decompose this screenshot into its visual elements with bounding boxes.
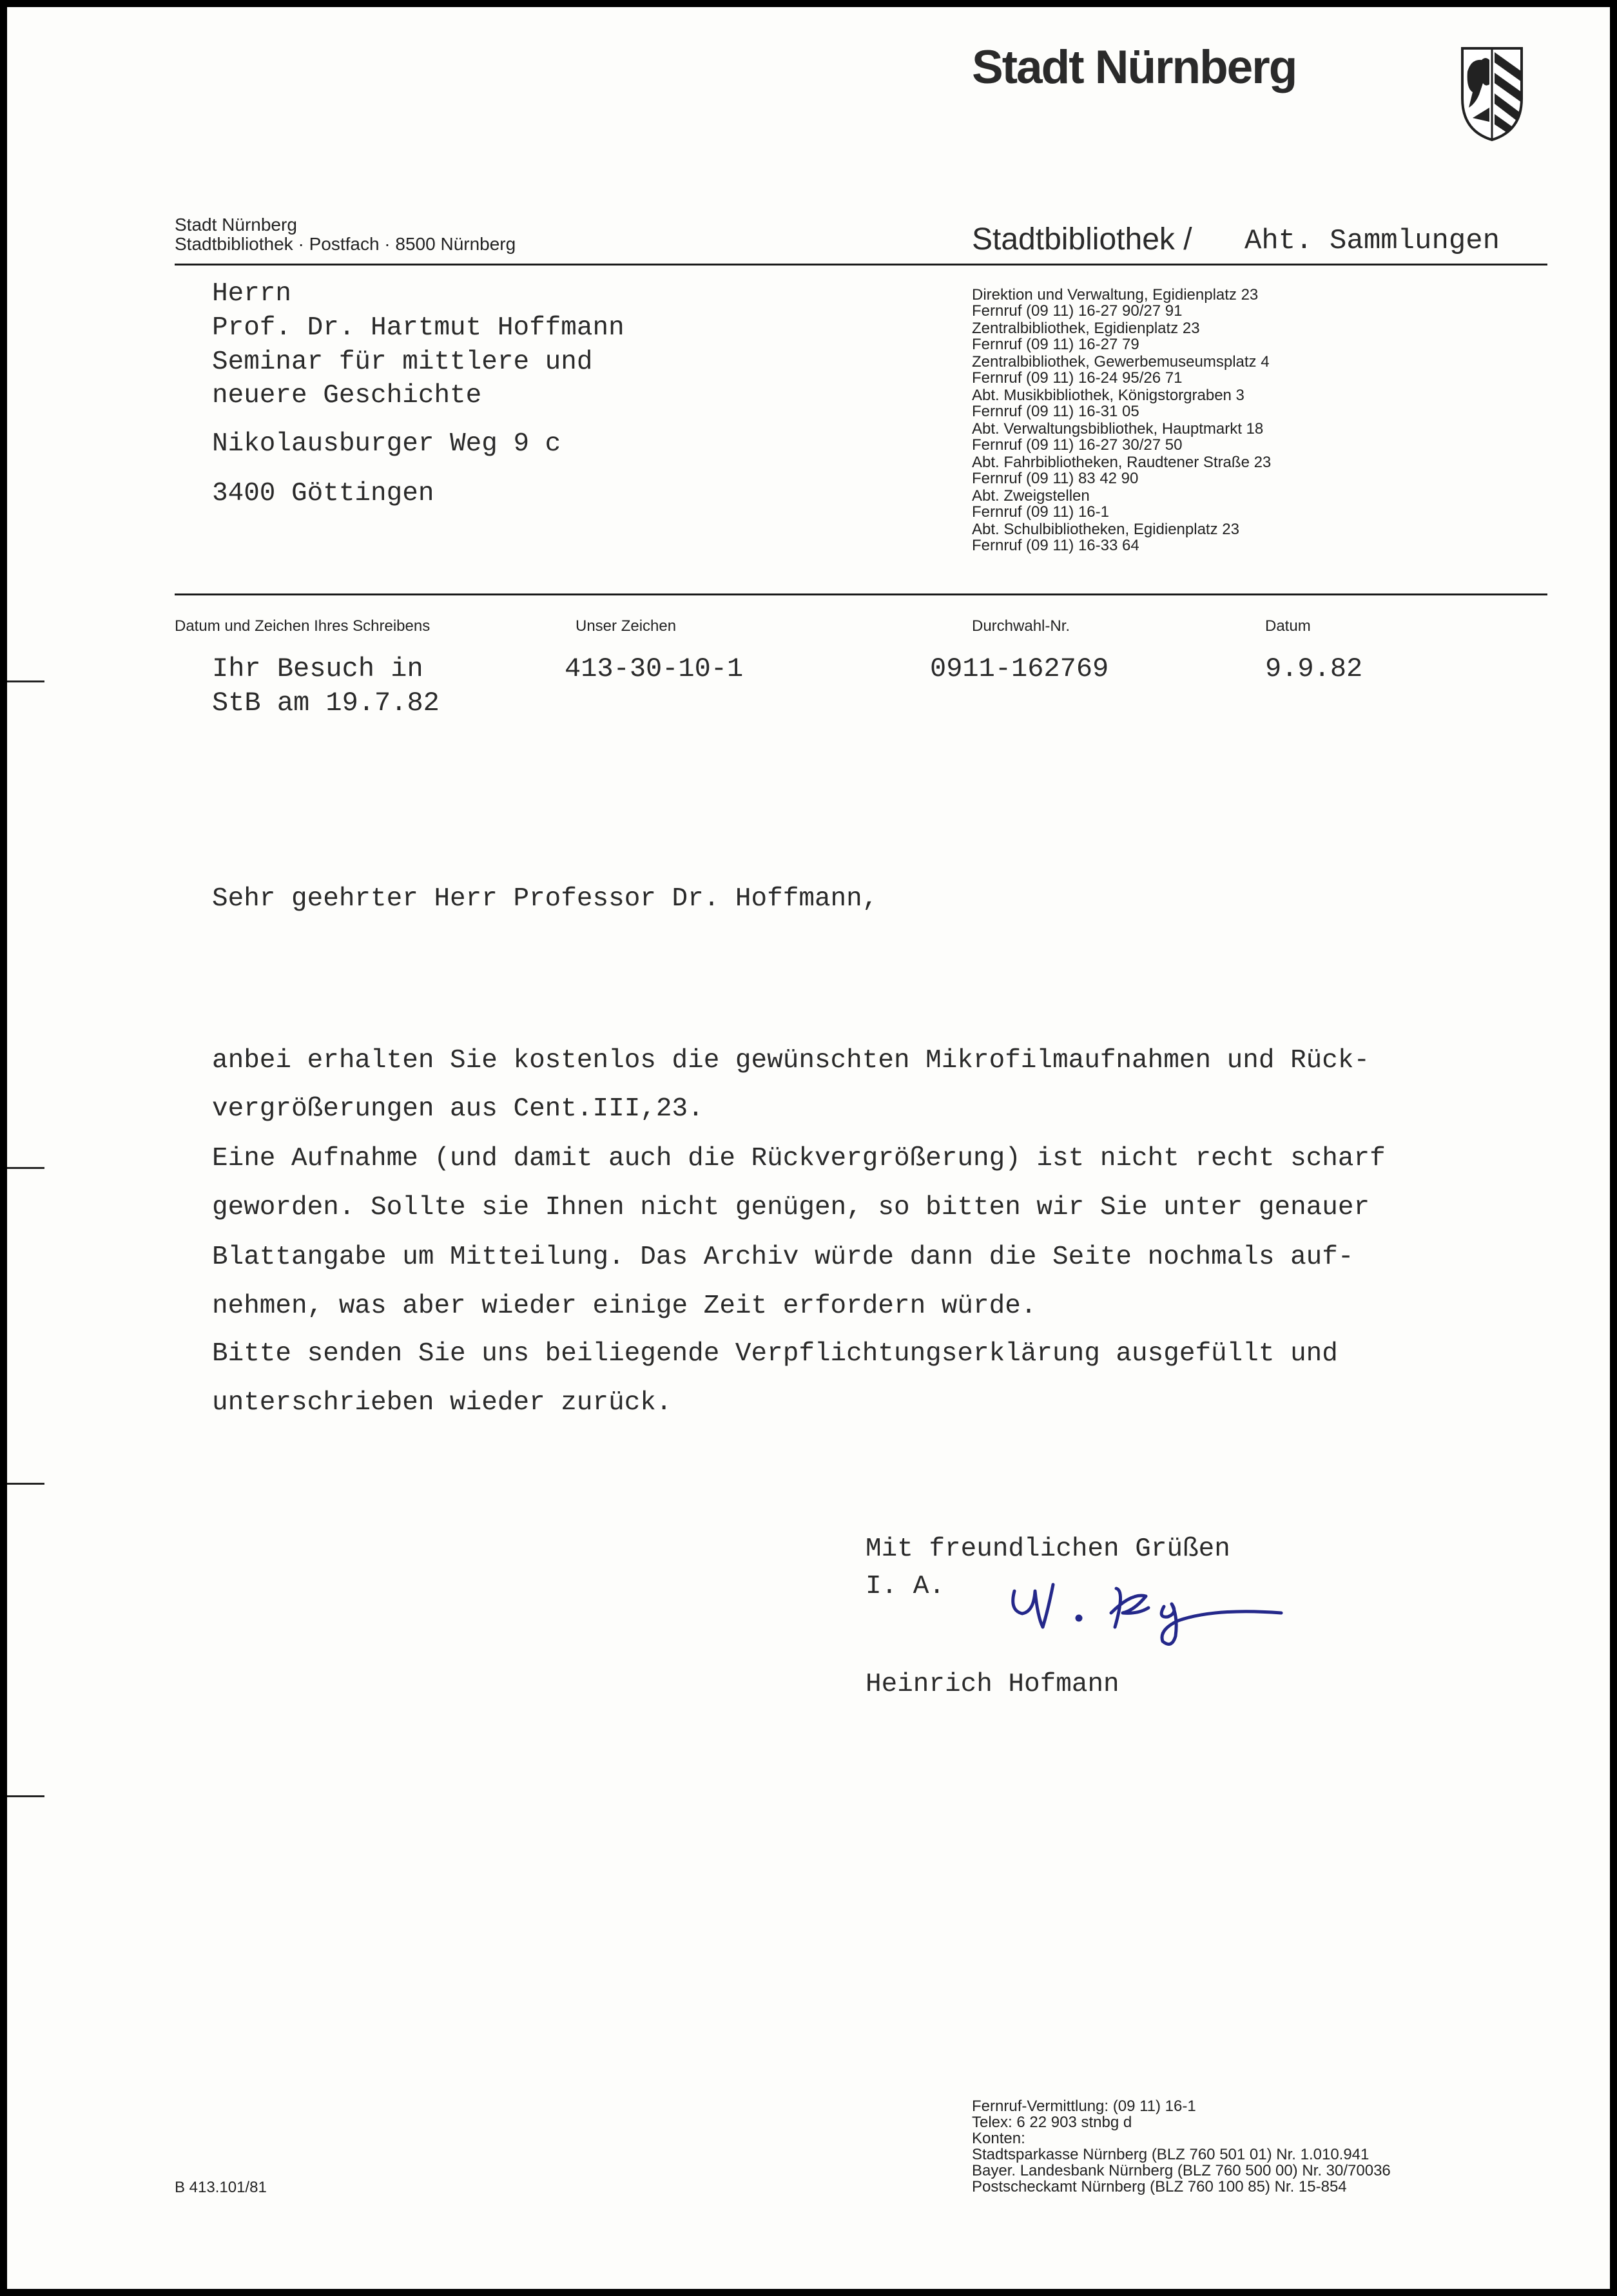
branch-line: Zentralbibliothek, Egidienplatz 23 (972, 320, 1200, 337)
branch-line: Abt. Verwaltungsbibliothek, Hauptmarkt 18 (972, 420, 1264, 438)
footer-line: Postscheckamt Nürnberg (BLZ 760 100 85) Nr. 15-854 (972, 2178, 1347, 2195)
footer-line: Telex: 6 22 903 stnbg d (972, 2114, 1132, 2131)
sender-address: Stadtbibliothek · Postfach · 8500 Nürnberg (175, 234, 516, 254)
body-line: vergrößerungen aus Cent.III,23. (212, 1094, 704, 1124)
branch-line: Fernruf (09 11) 16-27 30/27 50 (972, 436, 1183, 454)
label-ihr-zeichen: Datum und Zeichen Ihres Schreibens (175, 617, 431, 635)
branch-line: Fernruf (09 11) 16-31 05 (972, 403, 1139, 420)
footer-line: Bayer. Landesbank Nürnberg (BLZ 760 500 00) Nr. 30/70036 (972, 2162, 1391, 2179)
branch-line: Fernruf (09 11) 83 42 90 (972, 470, 1139, 487)
value-datum: 9.9.82 (1265, 653, 1363, 684)
recipient-street: Nikolausburger Weg 9 c (212, 429, 561, 459)
coat-of-arms-icon (1460, 46, 1524, 142)
form-number: B 413.101/81 (175, 2179, 267, 2196)
label-datum: Datum (1265, 617, 1311, 635)
closing-ia: I. A. (866, 1572, 945, 1601)
branch-line: Fernruf (09 11) 16-27 90/27 91 (972, 302, 1183, 320)
signatory-name: Heinrich Hofmann (866, 1670, 1119, 1699)
fold-mark (7, 1167, 44, 1169)
branch-line: Zentralbibliothek, Gewerbemuseumsplatz 4 (972, 353, 1270, 371)
branch-line: Abt. Schulbibliotheken, Egidienplatz 23 (972, 521, 1239, 538)
recipient-institution-2: neuere Geschichte (212, 381, 482, 410)
branch-line: Abt. Zweigstellen (972, 487, 1090, 505)
branch-line: Abt. Musikbibliothek, Königstorgraben 3 (972, 387, 1244, 404)
value-unser-zeichen: 413-30-10-1 (565, 653, 744, 684)
value-ihr-zeichen-1: Ihr Besuch in (212, 653, 423, 684)
label-unser-zeichen: Unser Zeichen (576, 617, 677, 635)
letter-page (7, 7, 1610, 2289)
branch-line: Direktion und Verwaltung, Egidienplatz 23 (972, 286, 1259, 304)
body-line: unterschrieben wieder zurück. (212, 1388, 672, 1418)
salutation: Sehr geehrter Herr Professor Dr. Hoffmann, (212, 884, 878, 914)
sender-name: Stadt Nürnberg (175, 215, 297, 235)
fold-mark (7, 1483, 44, 1485)
fold-mark (7, 1795, 44, 1797)
fields-rule (175, 593, 1547, 595)
body-line: nehmen, was aber wieder einige Zeit erfordern würde. (212, 1291, 1037, 1321)
value-ihr-zeichen-2: StB am 19.7.82 (212, 688, 440, 719)
body-line: anbei erhalten Sie kostenlos die gewünschten Mikrofilmaufnahmen und Rück- (212, 1046, 1370, 1076)
recipient-salutation: Herrn (212, 279, 292, 309)
closing: Mit freundlichen Grüßen (866, 1534, 1230, 1564)
body-line: Bitte senden Sie uns beiliegende Verpflichtungserklärung ausgefüllt und (212, 1339, 1338, 1369)
recipient-name: Prof. Dr. Hartmut Hoffmann (212, 313, 625, 343)
footer-line: Konten: (972, 2130, 1025, 2147)
footer-line: Stadtsparkasse Nürnberg (BLZ 760 501 01) Nr. 1.010.941 (972, 2146, 1370, 2163)
label-durchwahl: Durchwahl-Nr. (972, 617, 1070, 635)
department-title: Stadtbibliothek / (972, 222, 1192, 256)
recipient-institution: Seminar für mittlere und (212, 347, 593, 377)
branch-line: Abt. Fahrbibliotheken, Raudtener Straße 23 (972, 454, 1272, 471)
branch-line: Fernruf (09 11) 16-33 64 (972, 537, 1139, 554)
fold-mark (7, 680, 44, 682)
footer-line: Fernruf-Vermittlung: (09 11) 16-1 (972, 2098, 1196, 2115)
handwritten-signature (1003, 1565, 1286, 1662)
branch-line: Fernruf (09 11) 16-27 79 (972, 336, 1139, 353)
body-line: Eine Aufnahme (und damit auch die Rückvergrößerung) ist nicht recht scharf (212, 1144, 1386, 1173)
branch-line: Fernruf (09 11) 16-1 (972, 503, 1109, 521)
body-line: Blattangabe um Mitteilung. Das Archiv würde dann die Seite nochmals auf- (212, 1242, 1354, 1272)
body-line: geworden. Sollte sie Ihnen nicht genügen, so bitten wir Sie unter genauer (212, 1193, 1370, 1222)
city-title: Stadt Nürnberg (972, 41, 1297, 93)
department-subtitle: Aht. Sammlungen (1244, 225, 1500, 257)
header-rule (175, 264, 1547, 265)
branch-line: Fernruf (09 11) 16-24 95/26 71 (972, 369, 1183, 387)
recipient-city: 3400 Göttingen (212, 479, 434, 508)
value-durchwahl: 0911-162769 (930, 653, 1109, 684)
